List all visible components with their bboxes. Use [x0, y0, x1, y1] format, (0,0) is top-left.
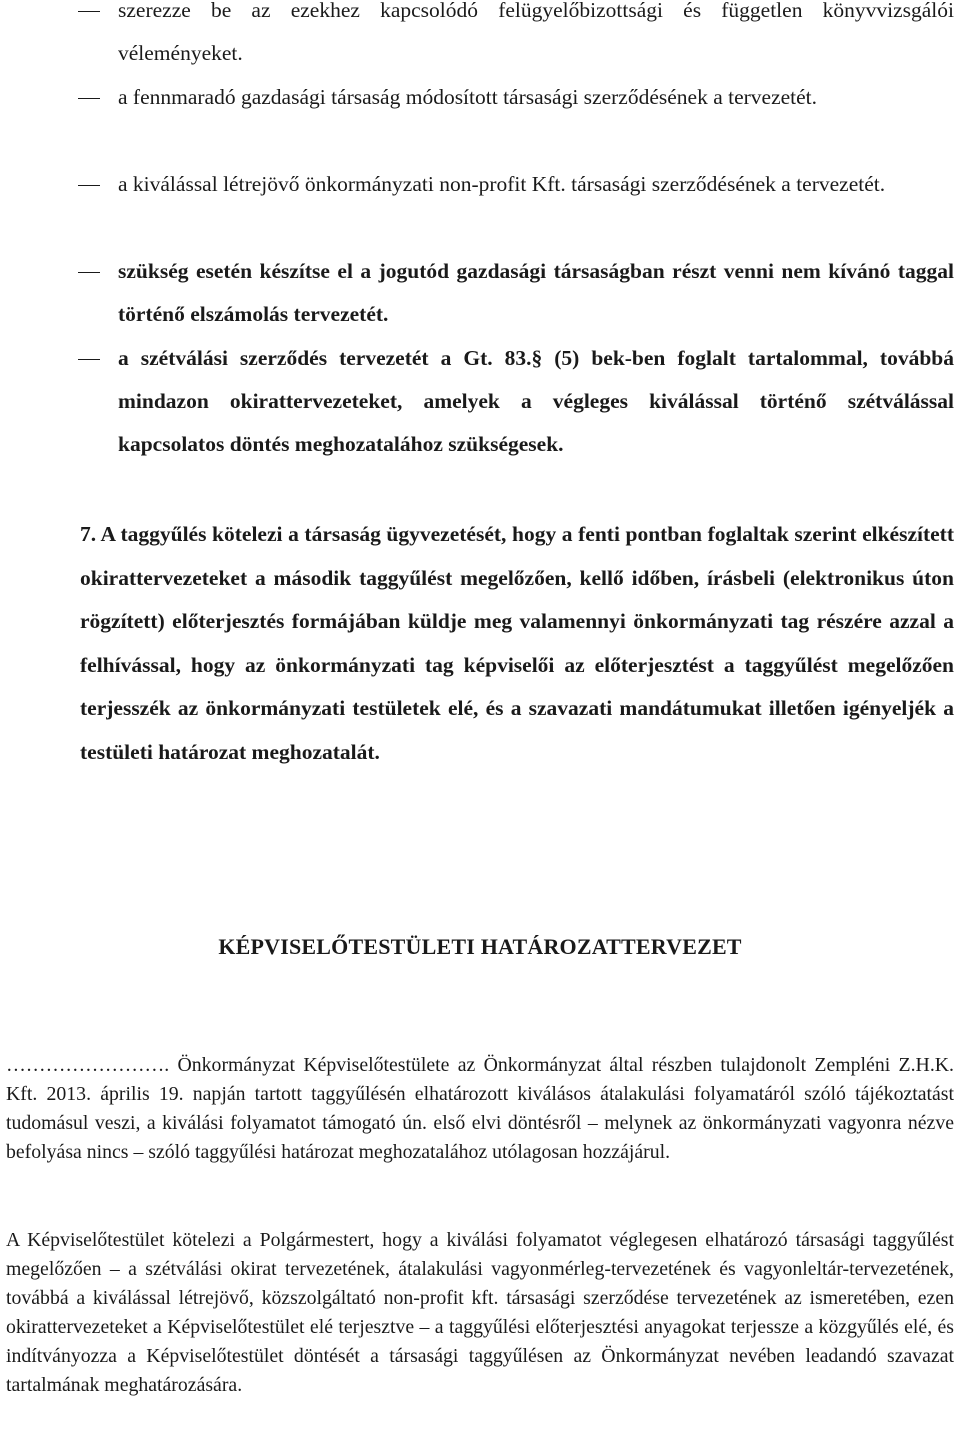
dash-bullet-icon [78, 11, 100, 12]
list-item-text: szükség esetén készítse el a jogutód gazdasági társaságban részt venni nem kívánó taggal történő elszámolás tervezetét. [118, 259, 954, 326]
section-7-text: A taggyűlés kötelezi a társaság ügyvezetését, hogy a fenti pontban foglaltak szerint elkészített okirattervezeteket a második taggyűlést megelőzően, kellő időben, írásbeli (elektronikus úton rögzített) előterjesztés formájában küldje meg valamennyi önkormányzati tag részére azzal a felhívással, hogy az önkormányzati tag képviselői az előterjesztést a taggyűlést megelőzően terjesszék az önkormányzati testületek elé, és a szavazati mandátumukat illetően igényeljék a testületi határozat meghozatalát. [80, 522, 954, 764]
document-heading: KÉPVISELŐTESTÜLETI HATÁROZATTERVEZET [218, 934, 742, 959]
dash-bullet-icon [78, 272, 100, 273]
list-item-text: a kiválással létrejövő önkormányzati non-profit Kft. társasági szerződésének a tervezetét. [118, 172, 886, 196]
list-item [78, 76, 954, 119]
resolution-paragraph-1: ……………………. Önkormányzat Képviselőtestülete az Önkormányzat által részben tulajdonolt Zempléni Z.H.K. Kft. 2013. április 19. napján tartott taggyűlésén elhatározott kiválásos átalakulási folyamatáról szóló tájékoztatást tudomásul veszi, a kiválási folyamatot támogató ún. első elvi döntésről – melynek az önkormányzati vagyonra nézve befolyása nincs – szóló taggyűlési határozat meghozatalához utólagosan hozzájárul. [6, 1054, 954, 1163]
resolution-paragraph-2: A Képviselőtestület kötelezi a Polgármestert, hogy a kiválási folyamatot véglegesen elhatározó társasági taggyűlést megelőzően – a szétválási okirat tervezetének, átalakulási vagyonmérleg-tervezetének és vagyonleltár-tervezetének, továbbá a kiválással létrejövő, közszolgáltató non-profit kft. társasági szerződése tervezetének az ismeretében, ezen okirattervezeteket a Képviselőtestület elé terjesztve – a taggyűlési előterjesztési anyagokat terjessze a közgyűlés elé, és indítványozza a Képviselőtestület döntését a társasági taggyűlésen az Önkormányzat nevében leadandó szavazat tartalmának meghatározására. [6, 1229, 954, 1396]
dash-bullet-icon [78, 98, 100, 99]
list-item-text: a szétválási szerződés tervezetét a Gt. 83.§ (5) bek-ben foglalt tartalommal, továbbá mindazon okirattervezeteket, amelyek a végleges kiválással történő szétválással kapcsolatos döntés meghozatalához szükségesek. [118, 346, 954, 456]
list-item [78, 0, 954, 75]
list-item [78, 250, 954, 336]
section-number: 7. [80, 522, 97, 546]
dash-bullet-icon [78, 359, 100, 360]
section-7-paragraph [80, 513, 954, 774]
dash-bullet-icon [78, 185, 100, 186]
list-item [78, 163, 954, 206]
list-item-text: a fennmaradó gazdasági társaság módosított társasági szerződésének a tervezetét. [118, 85, 818, 109]
list-item [78, 337, 954, 466]
list-item-text: szerezze be az ezekhez kapcsolódó felügyelőbizottsági és független könyvvizsgálói véleményeket. [118, 0, 954, 65]
